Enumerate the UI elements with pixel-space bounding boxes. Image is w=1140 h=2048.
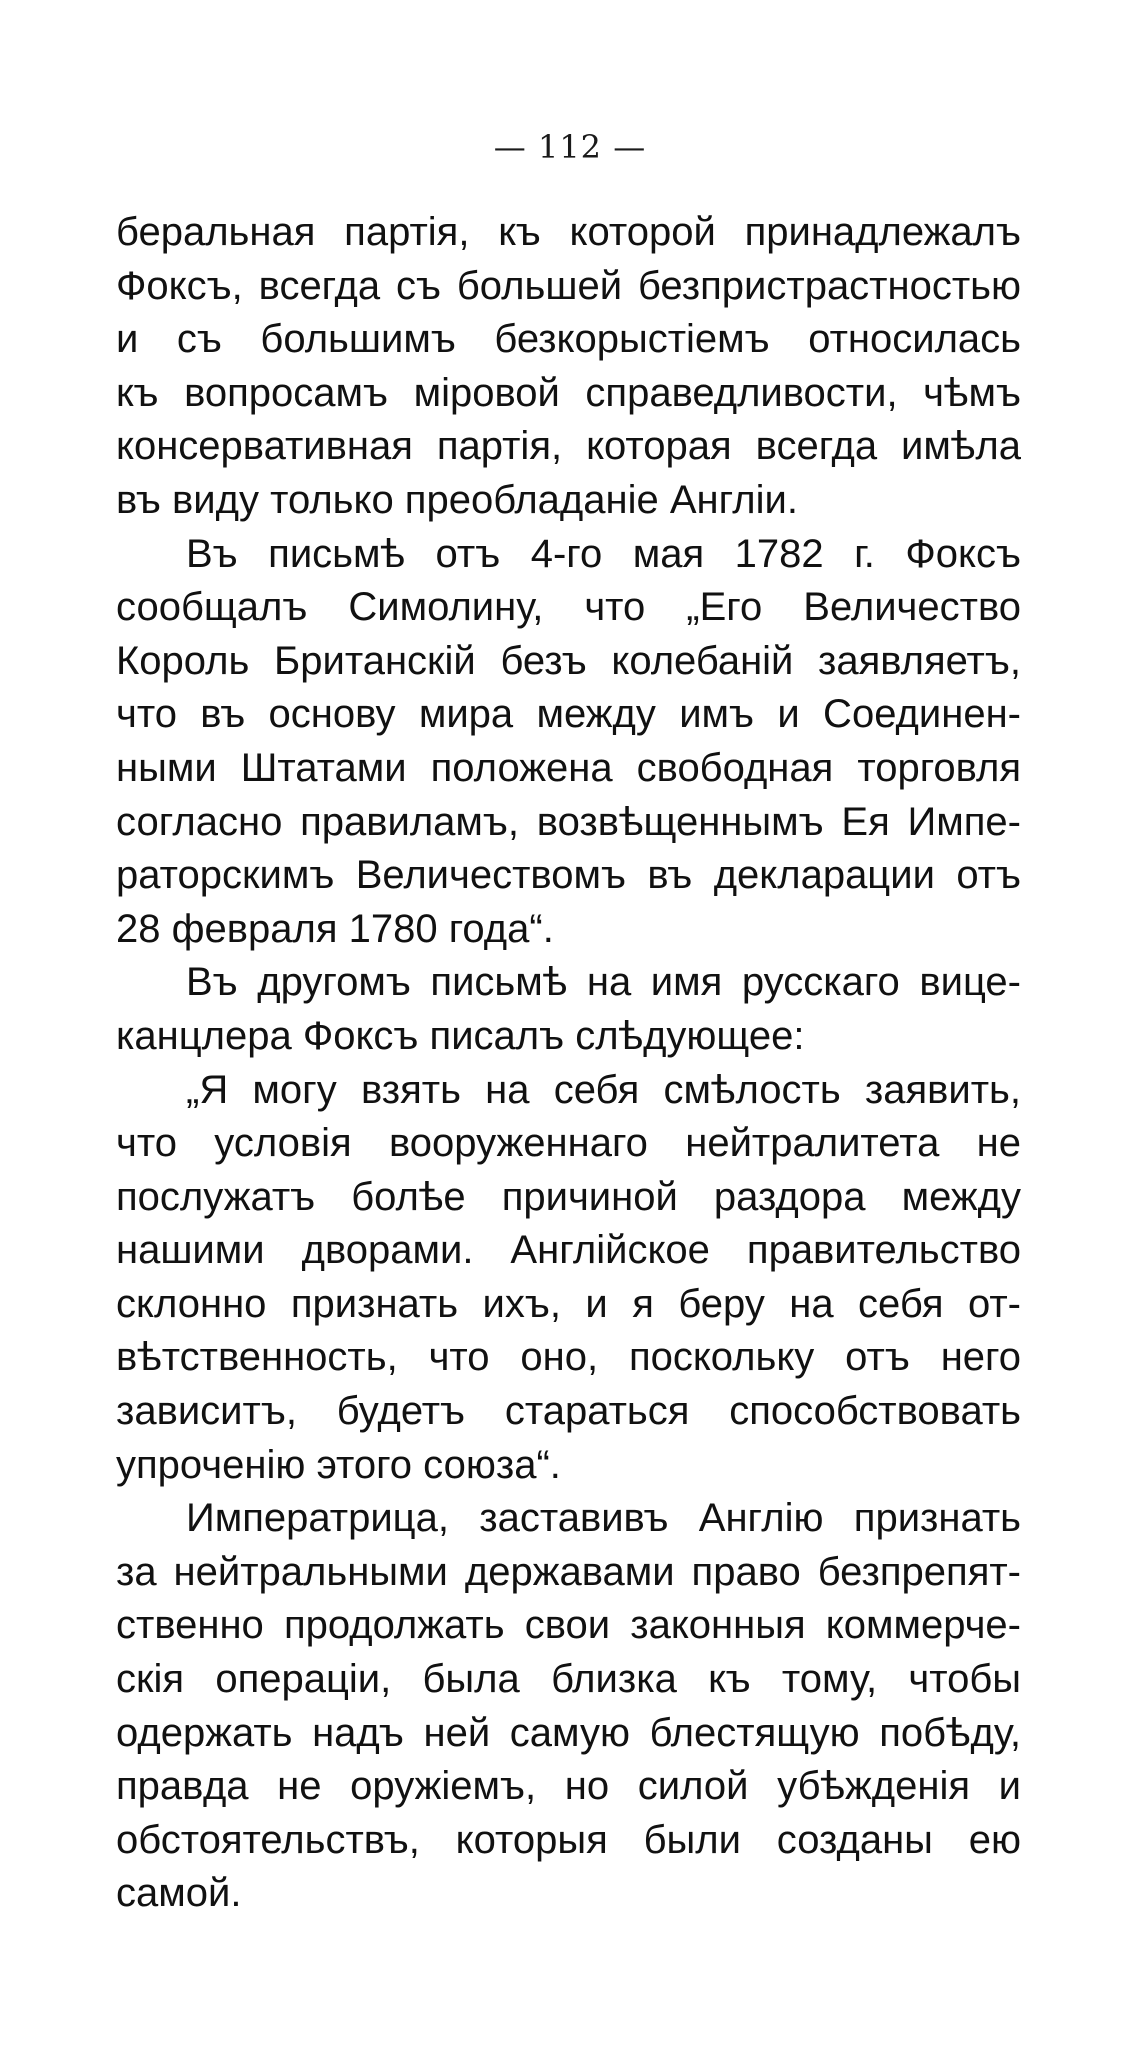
text-line: за нейтральными державами право безпрепят- [116, 1549, 1021, 1594]
text-line: „Я могу взять на себя смѣлость заявить, [186, 1067, 1021, 1112]
text-line: самой. [116, 1871, 242, 1916]
text-line: что въ основу мира между имъ и Соединен- [116, 692, 1021, 737]
text-line: обстоятельствъ, которыя были созданы ею [116, 1817, 1021, 1862]
page-number: — 112 — [493, 128, 647, 166]
text-line: въ виду только преобладаніе Англіи. [116, 477, 798, 522]
text-line: Король Британскій безъ колебаній заявляетъ, [116, 638, 1021, 683]
text-line: упроченію этого союза“. [116, 1442, 561, 1487]
text-line: консервативная партія, которая всегда имѣла [116, 424, 1021, 469]
text-line: скія операціи, была близка къ тому, чтобы [116, 1657, 1021, 1702]
text-line: Въ другомъ письмѣ на имя русскаго вице- [186, 960, 1021, 1005]
text-line: вѣтственность, что оно, поскольку отъ него [116, 1335, 1021, 1380]
text-line: беральная партія, къ которой принадлежалъ [116, 210, 1021, 254]
text-line: зависитъ, будетъ стараться способствовать [116, 1389, 1021, 1434]
text-line: ственно продолжать свои законныя коммерче- [116, 1603, 1021, 1648]
text-line: правда не оружіемъ, но силой убѣжденія и [116, 1764, 1021, 1809]
text-line: нашими дворами. Англійское правительство [116, 1228, 1021, 1273]
text-line: ными Штатами положена свободная торговля [116, 745, 1021, 790]
text-line: сообщалъ Симолину, что „Его Величество [116, 585, 1021, 630]
text-line: къ вопросамъ міровой справедливости, чѣмъ [116, 370, 1021, 415]
text-line: раторскимъ Величествомъ въ декларации отъ [116, 853, 1021, 898]
text-line: одержать надъ ней самую блестящую побѣду, [116, 1710, 1021, 1755]
text-line: и съ большимъ безкорыстіемъ относилась [116, 317, 1021, 362]
page-body-text [116, 206, 1021, 1921]
text-line: склонно признать ихъ, и я беру на себя от- [116, 1281, 1021, 1326]
text-line: Императрица, заставивъ Англію признать [186, 1496, 1021, 1541]
text-line: что условія вооруженнаго нейтралитета не [116, 1121, 1021, 1166]
text-line: Въ письмѣ отъ 4-го мая 1782 г. Фоксъ [186, 531, 1021, 576]
text-line: 28 февраля 1780 года“. [116, 906, 554, 951]
text-line: Фоксъ, всегда съ большей безпристрастностью [116, 263, 1021, 308]
text-line: согласно правиламъ, возвѣщеннымъ Ея Импе- [116, 799, 1021, 844]
text-line: канцлера Фоксъ писалъ слѣдующее: [116, 1013, 805, 1058]
text-line: послужатъ болѣе причиной раздора между [116, 1174, 1021, 1219]
